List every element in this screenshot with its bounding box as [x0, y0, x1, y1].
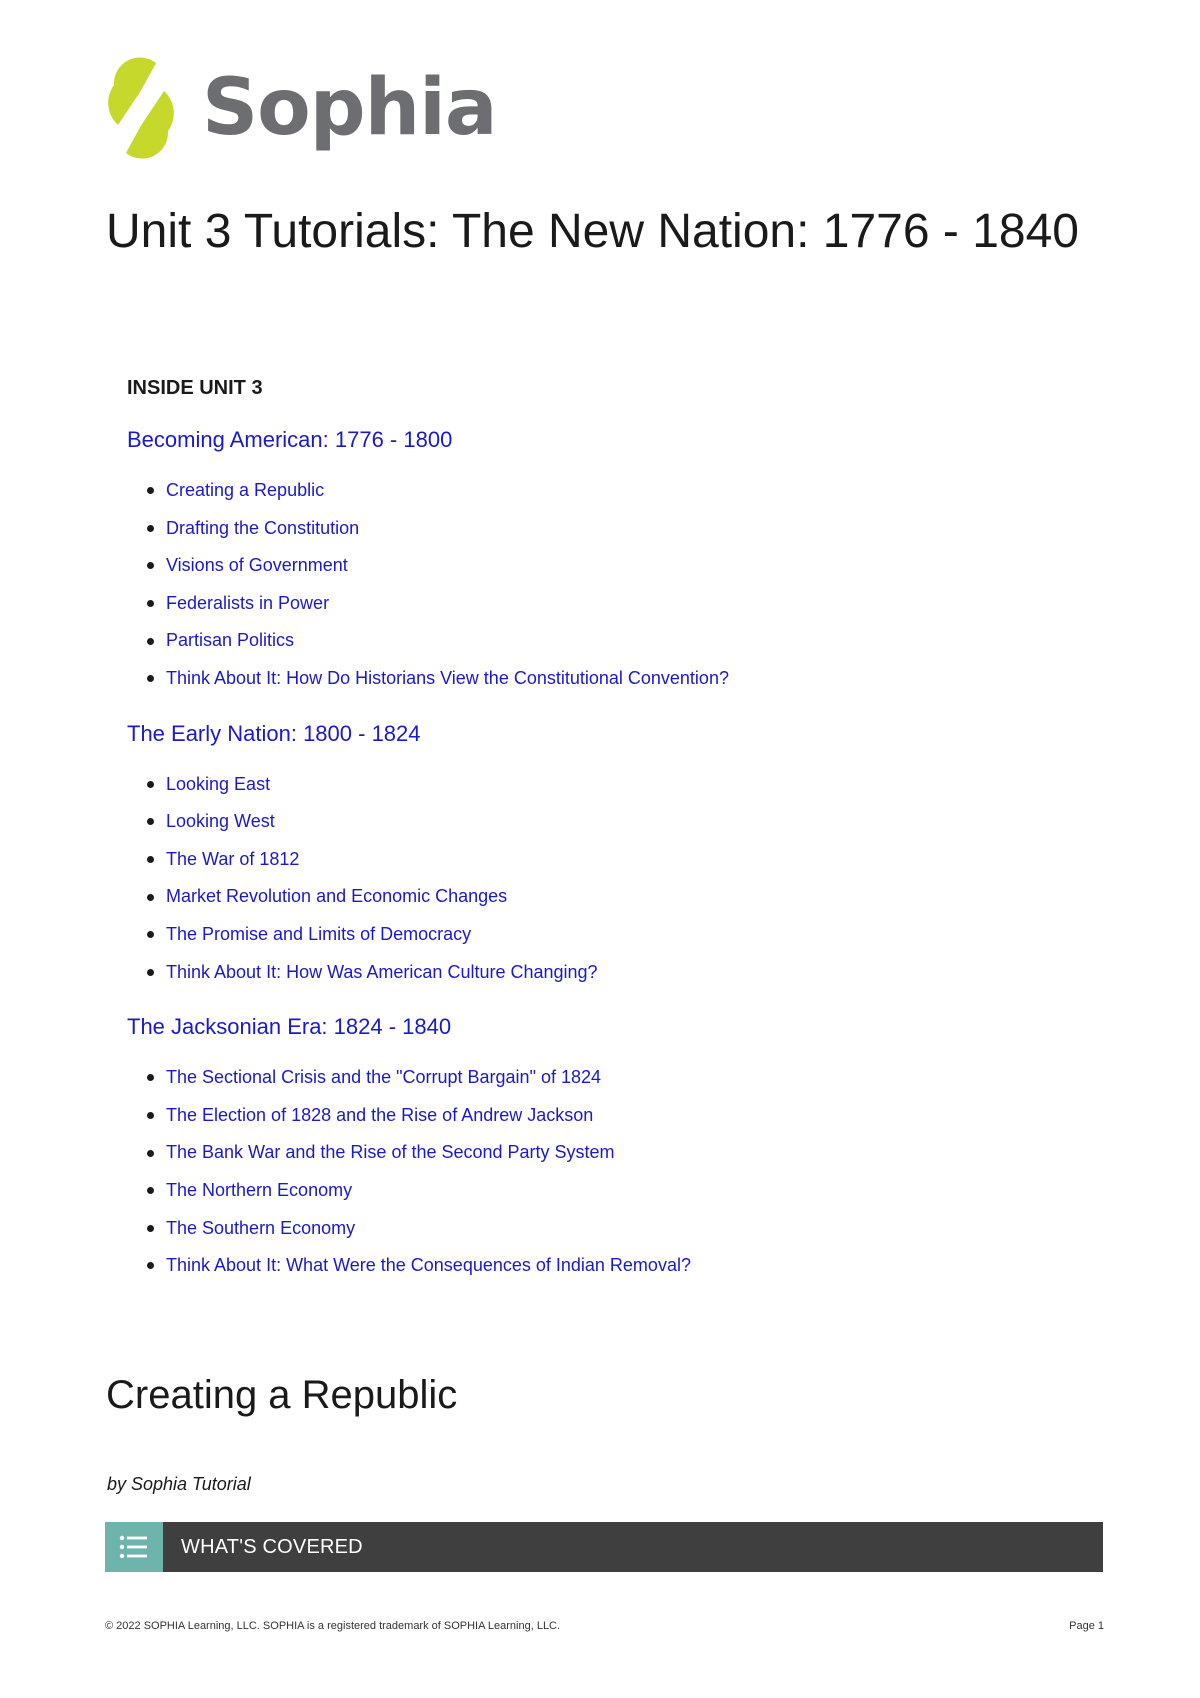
list-item — [127, 1097, 1107, 1135]
sophia-wordmark: Sophia — [202, 63, 497, 153]
lesson-link[interactable]: The Bank War and the Rise of the Second Party System — [166, 1142, 615, 1163]
sophia-logo — [104, 56, 497, 160]
lesson-link[interactable]: The Election of 1828 and the Rise of Andrew Jackson — [166, 1104, 594, 1125]
lesson-link[interactable]: Market Revolution and Economic Changes — [166, 886, 508, 907]
whats-covered-label: WHAT'S COVERED — [181, 1535, 363, 1558]
list-item — [127, 510, 1107, 548]
list-item — [127, 916, 1107, 954]
bullet-icon — [147, 856, 154, 863]
bullet-icon — [147, 894, 154, 901]
page-title: Unit 3 Tutorials: The New Nation: 1776 - 1840 — [106, 205, 1079, 258]
list-item — [127, 622, 1107, 660]
list-item — [127, 841, 1107, 879]
bullet-icon — [147, 525, 154, 532]
bullet-icon — [147, 600, 154, 607]
lesson-link[interactable]: Visions of Government — [166, 555, 348, 576]
bullet-icon — [147, 1225, 154, 1232]
list-icon — [119, 1534, 149, 1560]
list-item — [127, 472, 1107, 510]
lesson-link[interactable]: Think About It: How Was American Culture Changing? — [166, 961, 598, 982]
bullet-icon — [147, 1112, 154, 1119]
lesson-link[interactable]: Partisan Politics — [166, 630, 295, 651]
bullet-icon — [147, 1187, 154, 1194]
lesson-link[interactable]: Think About It: What Were the Consequences of Indian Removal? — [166, 1255, 691, 1276]
bullet-icon — [147, 1262, 154, 1269]
covered-icon-box — [105, 1522, 163, 1572]
list-item — [127, 878, 1107, 916]
bullet-icon — [147, 969, 154, 976]
lesson-link[interactable]: The Promise and Limits of Democracy — [166, 923, 472, 944]
bullet-icon — [147, 487, 154, 494]
lesson-list-becoming-american — [127, 472, 1107, 698]
footer-page-number: Page 1 — [1069, 1620, 1104, 1632]
bullet-icon — [147, 675, 154, 682]
tutorial-byline: by Sophia Tutorial — [107, 1474, 251, 1494]
lesson-link[interactable]: The Sectional Crisis and the "Corrupt Bargain" of 1824 — [166, 1067, 602, 1088]
bullet-icon — [147, 1074, 154, 1081]
lesson-link[interactable]: Looking West — [166, 811, 275, 832]
lesson-link[interactable]: The Northern Economy — [166, 1179, 353, 1200]
lesson-link[interactable]: The Southern Economy — [166, 1217, 356, 1238]
whats-covered-bar — [105, 1522, 1103, 1572]
lesson-link[interactable]: Federalists in Power — [166, 592, 330, 613]
bullet-icon — [147, 562, 154, 569]
list-item — [127, 1247, 1107, 1285]
bullet-icon — [147, 818, 154, 825]
list-item — [127, 1059, 1107, 1097]
lesson-list-jacksonian-era — [127, 1059, 1107, 1285]
list-item — [127, 803, 1107, 841]
toc-heading: INSIDE UNIT 3 — [127, 377, 263, 399]
bullet-icon — [147, 1150, 154, 1157]
lesson-list-early-nation — [127, 766, 1107, 992]
list-item — [127, 954, 1107, 992]
list-item — [127, 547, 1107, 585]
lesson-link[interactable]: Looking East — [166, 773, 271, 794]
footer-copyright: © 2022 SOPHIA Learning, LLC. SOPHIA is a registered trademark of SOPHIA Learning, LLC. — [105, 1620, 561, 1632]
list-item — [127, 766, 1107, 804]
list-item — [127, 1210, 1107, 1248]
lesson-link[interactable]: Think About It: How Do Historians View the Constitutional Convention? — [166, 667, 729, 688]
lesson-link[interactable]: Drafting the Constitution — [166, 517, 360, 538]
section-link-becoming-american[interactable]: Becoming American: 1776 - 1800 — [127, 427, 453, 452]
lesson-link[interactable]: Creating a Republic — [166, 480, 325, 500]
sophia-s-icon — [104, 57, 178, 159]
tutorial-title: Creating a Republic — [106, 1373, 458, 1417]
list-item — [127, 1134, 1107, 1172]
list-item — [127, 1172, 1107, 1210]
bullet-icon — [147, 781, 154, 788]
bullet-icon — [147, 638, 154, 645]
lesson-link[interactable]: The War of 1812 — [166, 848, 300, 869]
bullet-icon — [147, 931, 154, 938]
section-link-early-nation[interactable]: The Early Nation: 1800 - 1824 — [127, 720, 421, 746]
list-item — [127, 585, 1107, 623]
unit-toc — [127, 372, 1107, 1291]
list-item — [127, 660, 1107, 698]
section-link-jacksonian-era[interactable]: The Jacksonian Era: 1824 - 1840 — [127, 1014, 452, 1040]
